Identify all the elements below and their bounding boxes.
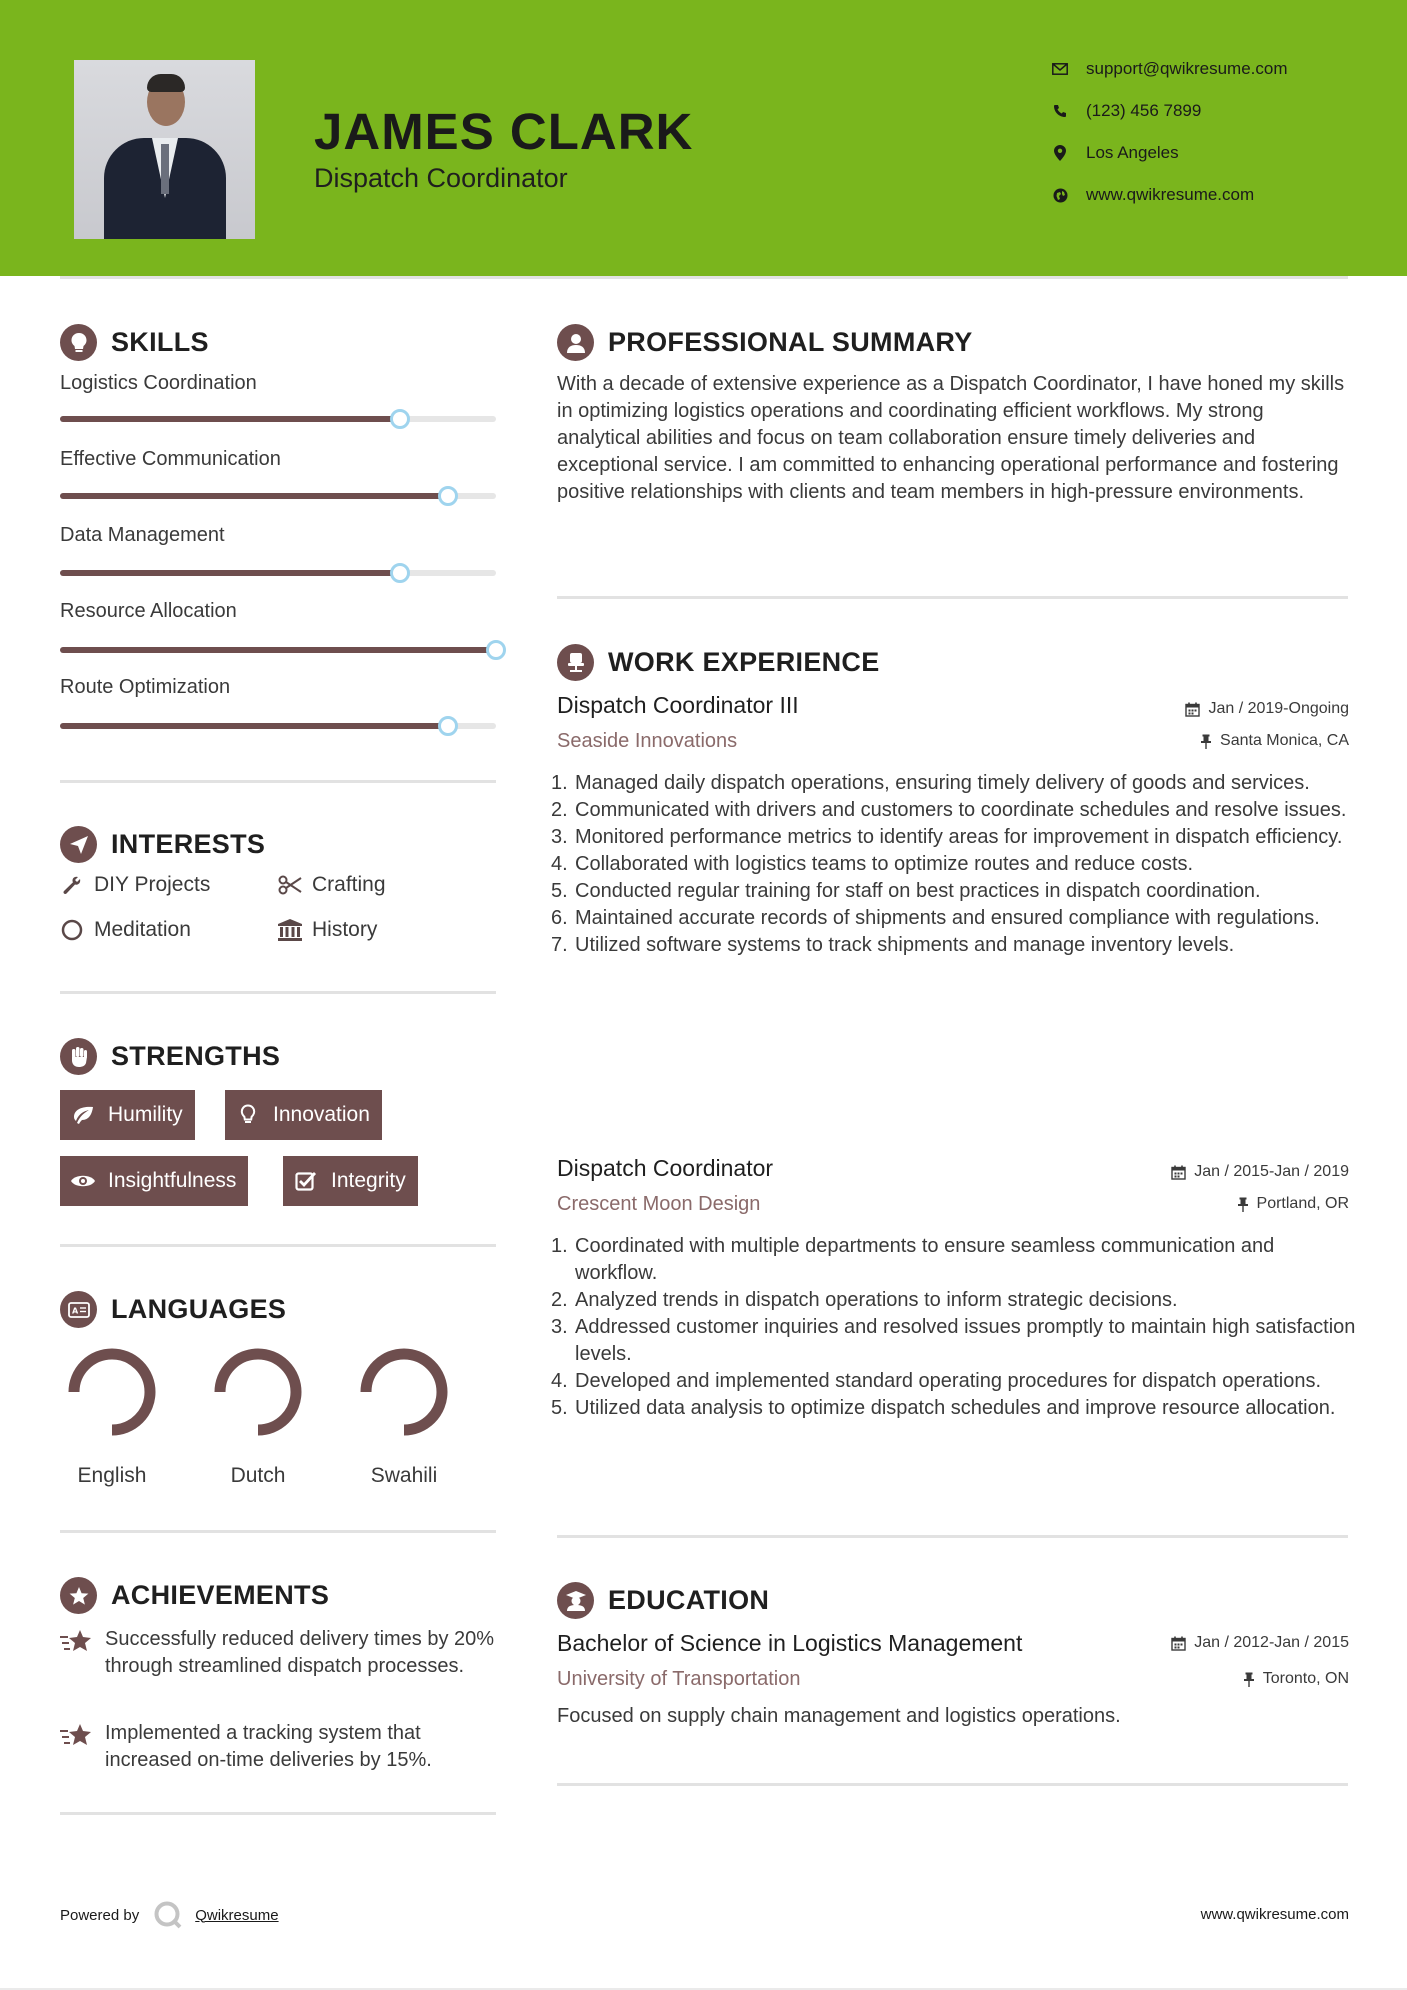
interest-label: DIY Projects	[94, 873, 211, 896]
globe-icon	[1050, 185, 1070, 205]
list-item: 6. Maintained accurate records of shipments and ensured compliance with regulations.	[551, 907, 1320, 929]
skill-bar	[60, 723, 496, 729]
bullet-text: Analyzed trends in dispatch operations to inform strategic decisions.	[575, 1289, 1178, 1311]
education-dates-text: Jan / 2012-Jan / 2015	[1194, 1634, 1349, 1651]
list-item: 3. Monitored performance metrics to identify areas for improvement in dispatch efficiency.	[551, 826, 1343, 848]
language-gauge	[66, 1346, 158, 1438]
bullet-text: Maintained accurate records of shipments and ensured compliance with regulations.	[575, 907, 1320, 929]
skill-bar-fill	[60, 723, 448, 729]
achievements-title: ACHIEVEMENTS	[111, 1580, 330, 1610]
user-icon	[557, 324, 594, 361]
contact-website-text: www.qwikresume.com	[1086, 185, 1255, 204]
language-gauge	[212, 1346, 304, 1438]
skill-label: Data Management	[60, 524, 225, 546]
bullet-text: Utilized software systems to track shipments and manage inventory levels.	[575, 934, 1235, 956]
lightbulb-icon	[60, 324, 97, 361]
section-divider	[557, 596, 1348, 599]
header-banner	[0, 0, 1407, 276]
contact-location-text: Los Angeles	[1086, 143, 1179, 162]
bullet-text: Collaborated with logistics teams to optimize routes and reduce costs.	[575, 853, 1194, 875]
languages-title: LANGUAGES	[111, 1294, 287, 1324]
fist-icon	[60, 1038, 97, 1075]
education-title: EDUCATION	[608, 1585, 770, 1615]
interest-item	[278, 873, 386, 897]
job-dates	[1185, 700, 1349, 718]
list-item: 2. Communicated with drivers and customers to coordinate schedules and resolve issues.	[551, 799, 1347, 821]
job-title: Dispatch Coordinator III	[557, 692, 799, 718]
strength-label: Innovation	[273, 1103, 370, 1126]
candidate-title: Dispatch Coordinator	[314, 163, 568, 193]
experience-title: WORK EXPERIENCE	[608, 647, 880, 677]
job-company: Seaside Innovations	[557, 730, 738, 752]
section-divider	[60, 1530, 496, 1533]
bullet-text: Conducted regular training for staff on best practices in dispatch coordination.	[575, 880, 1261, 902]
star-icon	[60, 1720, 92, 1774]
education-description: Focused on supply chain management and logistics operations.	[557, 1705, 1121, 1727]
job-location-text: Santa Monica, CA	[1220, 732, 1349, 749]
section-divider	[557, 1783, 1348, 1786]
education-dates	[1171, 1634, 1349, 1652]
skill-bar	[60, 416, 496, 422]
language-item	[57, 1346, 167, 1488]
section-divider	[60, 1812, 496, 1815]
check-square-icon	[293, 1168, 319, 1194]
list-item: 1. Managed daily dispatch operations, ensuring timely delivery of goods and services.	[551, 772, 1310, 794]
list-item: 4. Developed and implemented standard operating procedures for dispatch operations.	[551, 1370, 1322, 1392]
calendar-icon	[1185, 702, 1200, 717]
achievements-heading	[60, 1577, 329, 1614]
pushpin-icon	[1200, 734, 1212, 749]
list-item: 7. Utilized software systems to track shipments and manage inventory levels.	[551, 934, 1235, 956]
achievement-text: Successfully reduced delivery times by 20% through streamlined dispatch processes.	[105, 1628, 495, 1677]
interest-label: History	[312, 918, 378, 941]
contact-email-text: support@qwikresume.com	[1086, 59, 1288, 78]
candidate-name: JAMES CLARK	[314, 103, 694, 160]
summary-heading	[557, 324, 973, 361]
skill-label: Route Optimization	[60, 676, 231, 698]
skill-bar-handle[interactable]	[438, 716, 458, 736]
strength-badge	[283, 1156, 418, 1206]
skill-bar	[60, 647, 496, 653]
star-badge-icon	[60, 1577, 97, 1614]
contact-phone-text: (123) 456 7899	[1086, 101, 1202, 120]
circle-icon	[60, 918, 84, 942]
bullet-text: Coordinated with multiple departments to ensure seamless communication and workflow.	[575, 1235, 1275, 1284]
job-dates	[1171, 1163, 1349, 1181]
skill-bar-fill	[60, 416, 400, 422]
achievement-item	[60, 1626, 500, 1680]
list-item: 5. Utilized data analysis to optimize dispatch schedules and improve resource allocation.	[551, 1397, 1336, 1419]
skill-bar-fill	[60, 493, 448, 499]
strength-label: Humility	[108, 1103, 183, 1126]
language-item	[349, 1346, 459, 1488]
bullet-text: Monitored performance metrics to identify areas for improvement in dispatch efficiency.	[575, 826, 1343, 848]
section-divider	[60, 1244, 496, 1247]
list-item: 5. Conducted regular training for staff on best practices in dispatch coordination.	[551, 880, 1261, 902]
skills-title: SKILLS	[111, 327, 209, 357]
lightbulb-icon	[235, 1102, 261, 1128]
envelope-icon	[1050, 59, 1070, 79]
profile-photo	[74, 60, 255, 239]
list-item: 1. Coordinated with multiple departments to ensure seamless communication and workflow.	[551, 1235, 1275, 1284]
bullet-text: Developed and implemented standard operating procedures for dispatch operations.	[575, 1370, 1322, 1392]
interests-heading	[60, 826, 265, 863]
school-name: University of Transportation	[557, 1668, 801, 1690]
interests-title: INTERESTS	[111, 829, 266, 859]
achievement-text: Implemented a tracking system that increased on-time deliveries by 15%.	[105, 1722, 432, 1771]
skill-bar-fill	[60, 570, 400, 576]
job-location	[1200, 732, 1349, 750]
list-item: 3. Addressed customer inquiries and resolved issues promptly to maintain high satisfaction levels.	[551, 1316, 1356, 1365]
job-dates-text: Jan / 2019-Ongoing	[1208, 700, 1349, 717]
language-gauge	[358, 1346, 450, 1438]
footer-branding	[60, 1900, 279, 1930]
phone-icon	[1050, 101, 1070, 121]
list-item: 2. Analyzed trends in dispatch operations to inform strategic decisions.	[551, 1289, 1178, 1311]
strength-label: Integrity	[331, 1169, 406, 1192]
section-divider	[60, 780, 496, 783]
contact-email[interactable]	[1050, 56, 1370, 82]
job-location-text: Portland, OR	[1256, 1195, 1349, 1212]
interest-label: Crafting	[312, 873, 386, 896]
footer-url[interactable]: www.qwikresume.com	[1200, 1906, 1349, 1923]
interest-item	[60, 918, 191, 942]
summary-title: PROFESSIONAL SUMMARY	[608, 327, 973, 357]
skill-bar	[60, 570, 496, 576]
summary-text: With a decade of extensive experience as a Dispatch Coordinator, I have honed my skills in optimizing logistics operations and coordinating efficient workflows. My strong analytical abilities and focus on team collaboration ensure timely deliveries and exceptional service. I am committed to enhancing operational performance and fostering positive relationships with clients and team members in high-pressure environments.	[557, 373, 1345, 503]
pushpin-icon	[1237, 1197, 1249, 1212]
education-location	[1243, 1670, 1349, 1688]
experience-heading	[557, 644, 880, 681]
wrench-icon	[60, 873, 84, 897]
job-company: Crescent Moon Design	[557, 1193, 761, 1215]
calendar-icon	[1171, 1636, 1186, 1651]
achievement-item	[60, 1720, 500, 1774]
strength-badge	[60, 1156, 248, 1206]
office-chair-icon	[557, 644, 594, 681]
interest-item	[278, 918, 377, 942]
skill-bar-handle[interactable]	[486, 640, 506, 660]
skill-bar-handle[interactable]	[438, 486, 458, 506]
brand-link[interactable]: Qwikresume	[195, 1906, 279, 1924]
languages-heading	[60, 1291, 286, 1328]
skill-label: Logistics Coordination	[60, 372, 257, 394]
job-responsibilities	[551, 770, 1357, 959]
job-title: Dispatch Coordinator	[557, 1155, 774, 1181]
strength-badge	[225, 1090, 382, 1140]
job-location	[1237, 1195, 1349, 1213]
education-heading	[557, 1582, 769, 1619]
graduate-icon	[557, 1582, 594, 1619]
language-label: Dutch	[230, 1464, 286, 1487]
degree-title: Bachelor of Science in Logistics Management	[557, 1630, 1023, 1656]
language-label: Swahili	[370, 1464, 438, 1487]
qwikresume-logo-icon	[153, 1900, 183, 1930]
scissors-icon	[278, 873, 302, 897]
section-divider	[557, 1535, 1348, 1538]
interest-label: Meditation	[94, 918, 191, 941]
strengths-heading	[60, 1038, 280, 1075]
strength-label: Insightfulness	[108, 1169, 237, 1192]
bullet-text: Addressed customer inquiries and resolved issues promptly to maintain high satisfaction levels.	[575, 1316, 1356, 1365]
skill-bar-handle[interactable]	[390, 563, 410, 583]
star-icon	[60, 1626, 92, 1680]
paper-plane-icon	[60, 826, 97, 863]
bullet-text: Managed daily dispatch operations, ensuring timely delivery of goods and services.	[575, 772, 1310, 794]
header-divider	[60, 276, 1348, 279]
education-location-text: Toronto, ON	[1262, 1670, 1349, 1687]
map-pin-icon	[1050, 143, 1070, 163]
job-dates-text: Jan / 2015-Jan / 2019	[1194, 1163, 1349, 1180]
contact-phone[interactable]	[1050, 98, 1370, 124]
strength-badge	[60, 1090, 195, 1140]
interest-item	[60, 873, 210, 897]
language-item	[203, 1346, 313, 1488]
strengths-title: STRENGTHS	[111, 1041, 281, 1071]
museum-icon	[278, 918, 302, 942]
language-icon	[60, 1291, 97, 1328]
calendar-icon	[1171, 1165, 1186, 1180]
skills-heading	[60, 324, 209, 361]
bullet-text: Utilized data analysis to optimize dispatch schedules and improve resource allocation.	[575, 1397, 1336, 1419]
bullet-text: Communicated with drivers and customers to coordinate schedules and resolve issues.	[575, 799, 1347, 821]
skill-bar-handle[interactable]	[390, 409, 410, 429]
skill-bar	[60, 493, 496, 499]
eye-icon	[70, 1168, 96, 1194]
contact-location	[1050, 140, 1370, 166]
skill-bar-fill	[60, 647, 496, 653]
pushpin-icon	[1243, 1672, 1255, 1687]
leaf-icon	[70, 1102, 96, 1128]
powered-by-text: Powered by	[60, 1906, 140, 1924]
section-divider	[60, 991, 496, 994]
svg-text:A: A	[71, 1306, 78, 1315]
skill-label: Effective Communication	[60, 448, 281, 470]
contact-website[interactable]	[1050, 182, 1370, 208]
language-label: English	[77, 1464, 147, 1487]
list-item: 4. Collaborated with logistics teams to optimize routes and reduce costs.	[551, 853, 1194, 875]
job-responsibilities	[551, 1233, 1357, 1422]
skill-label: Resource Allocation	[60, 600, 237, 622]
